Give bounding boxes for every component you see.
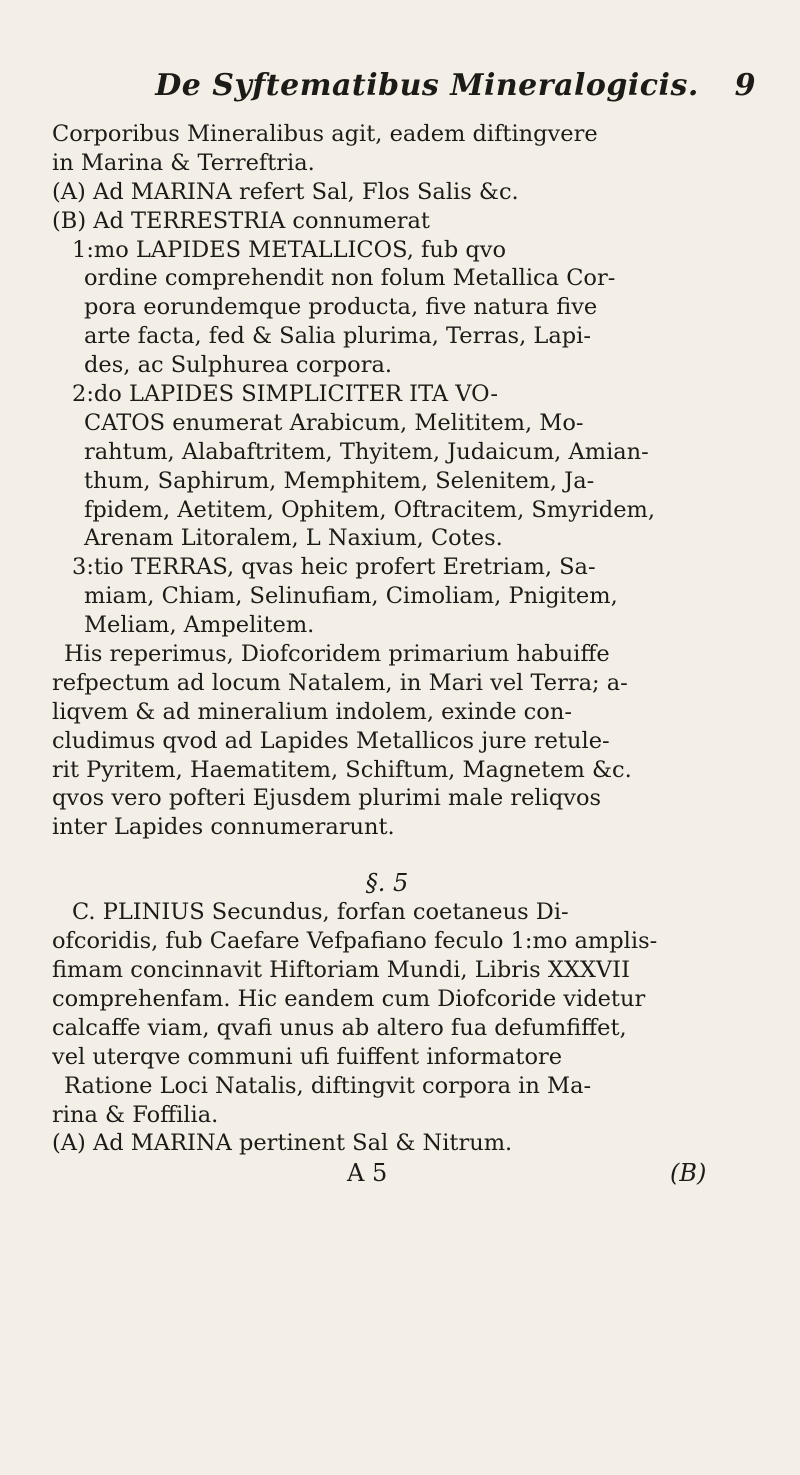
signature-mark: A 5 bbox=[347, 1159, 388, 1188]
text-line: des, ac Sulphurea corpora. bbox=[84, 352, 393, 379]
text-line: thum, Saphirum, Memphitem, Selenitem, Ja- bbox=[84, 467, 595, 494]
page-footer bbox=[52, 1158, 762, 1188]
page-header bbox=[52, 68, 762, 120]
text-line: rahtum, Alabaftritem, Thyitem, Judaicum, Amian- bbox=[84, 438, 649, 465]
text-line: miam, Chiam, Selinufiam, Cimoliam, Pnigitem, bbox=[84, 583, 618, 610]
text-line: Corporibus Mineralibus agit, eadem diftingvere bbox=[52, 121, 598, 147]
text-line: rit Pyritem, Haematitem, Schiftum, Magnetem &c. bbox=[52, 756, 632, 783]
text-line: (A) Ad MARINA pertinent Sal & Nitrum. bbox=[52, 1130, 513, 1157]
text-line: in Marina & Terreftria. bbox=[52, 149, 315, 176]
text-line: (B) Ad TERRESTRIA connumerat bbox=[52, 207, 430, 234]
text-line: 1:mo LAPIDES METALLICOS, fub qvo bbox=[72, 236, 507, 263]
text-line: calcaffe viam, qvafi unus ab altero fua defumfiffet, bbox=[52, 1014, 627, 1041]
text-line: pora eorundemque producta, five natura five bbox=[84, 294, 598, 321]
text-line: His reperimus, Diofcoridem primarium habuiffe bbox=[64, 641, 610, 668]
text-line: Meliam, Ampelitem. bbox=[84, 612, 315, 639]
text-line: vel uterqve communi ufi fuiffent informatore bbox=[52, 1043, 563, 1070]
text-line: 2:do LAPIDES SIMPLICITER ITA VO- bbox=[72, 381, 498, 408]
text-line: CATOS enumerat Arabicum, Melititem, Mo- bbox=[84, 409, 584, 436]
text-block-2 bbox=[52, 898, 762, 1158]
text-line: refpectum ad locum Natalem, in Mari vel Terra; a- bbox=[52, 669, 628, 696]
text-line: rina & Foffilia. bbox=[52, 1101, 219, 1128]
text-line: ofcoridis, fub Caefare Vefpafiano feculo 1:mo amplis- bbox=[52, 928, 658, 955]
page-number: 9 bbox=[734, 68, 756, 103]
catchword: (B) bbox=[670, 1159, 707, 1188]
text-block-1 bbox=[52, 120, 762, 842]
text-line: comprehenfam. Hic eandem cum Diofcoride videtur bbox=[52, 985, 646, 1012]
text-line: liqvem & ad mineralium indolem, exinde con- bbox=[52, 698, 572, 725]
text-line: C. PLINIUS Secundus, forfan coetaneus Di- bbox=[72, 899, 569, 926]
text-line: Ratione Loci Natalis, diftingvit corpora in Ma- bbox=[64, 1072, 592, 1099]
text-line: cludimus qvod ad Lapides Metallicos jure retule- bbox=[52, 727, 610, 754]
text-line: (A) Ad MARINA refert Sal, Flos Salis &c. bbox=[52, 178, 519, 205]
text-line: 3:tio TERRAS, qvas heic profert Eretriam, Sa- bbox=[72, 554, 596, 581]
text-line: inter Lapides connumerarunt. bbox=[52, 814, 395, 841]
text-line: ordine comprehendit non folum Metallica Cor- bbox=[84, 265, 616, 292]
text-line: fpidem, Aetitem, Ophitem, Oftracitem, Smyridem, bbox=[84, 496, 656, 523]
running-title: De Syftematibus Mineralogicis. bbox=[155, 68, 699, 103]
text-line: arte facta, fed & Salia plurima, Terras, Lapi- bbox=[84, 323, 591, 350]
text-line: Arenam Litoralem, L Naxium, Cotes. bbox=[84, 525, 503, 552]
section-mark: §. 5 bbox=[365, 869, 409, 898]
text-line: qvos vero pofteri Ejusdem plurimi male reliqvos bbox=[52, 785, 602, 812]
text-line: fimam concinnavit Hiftoriam Mundi, Libris XXXVII bbox=[52, 957, 630, 984]
